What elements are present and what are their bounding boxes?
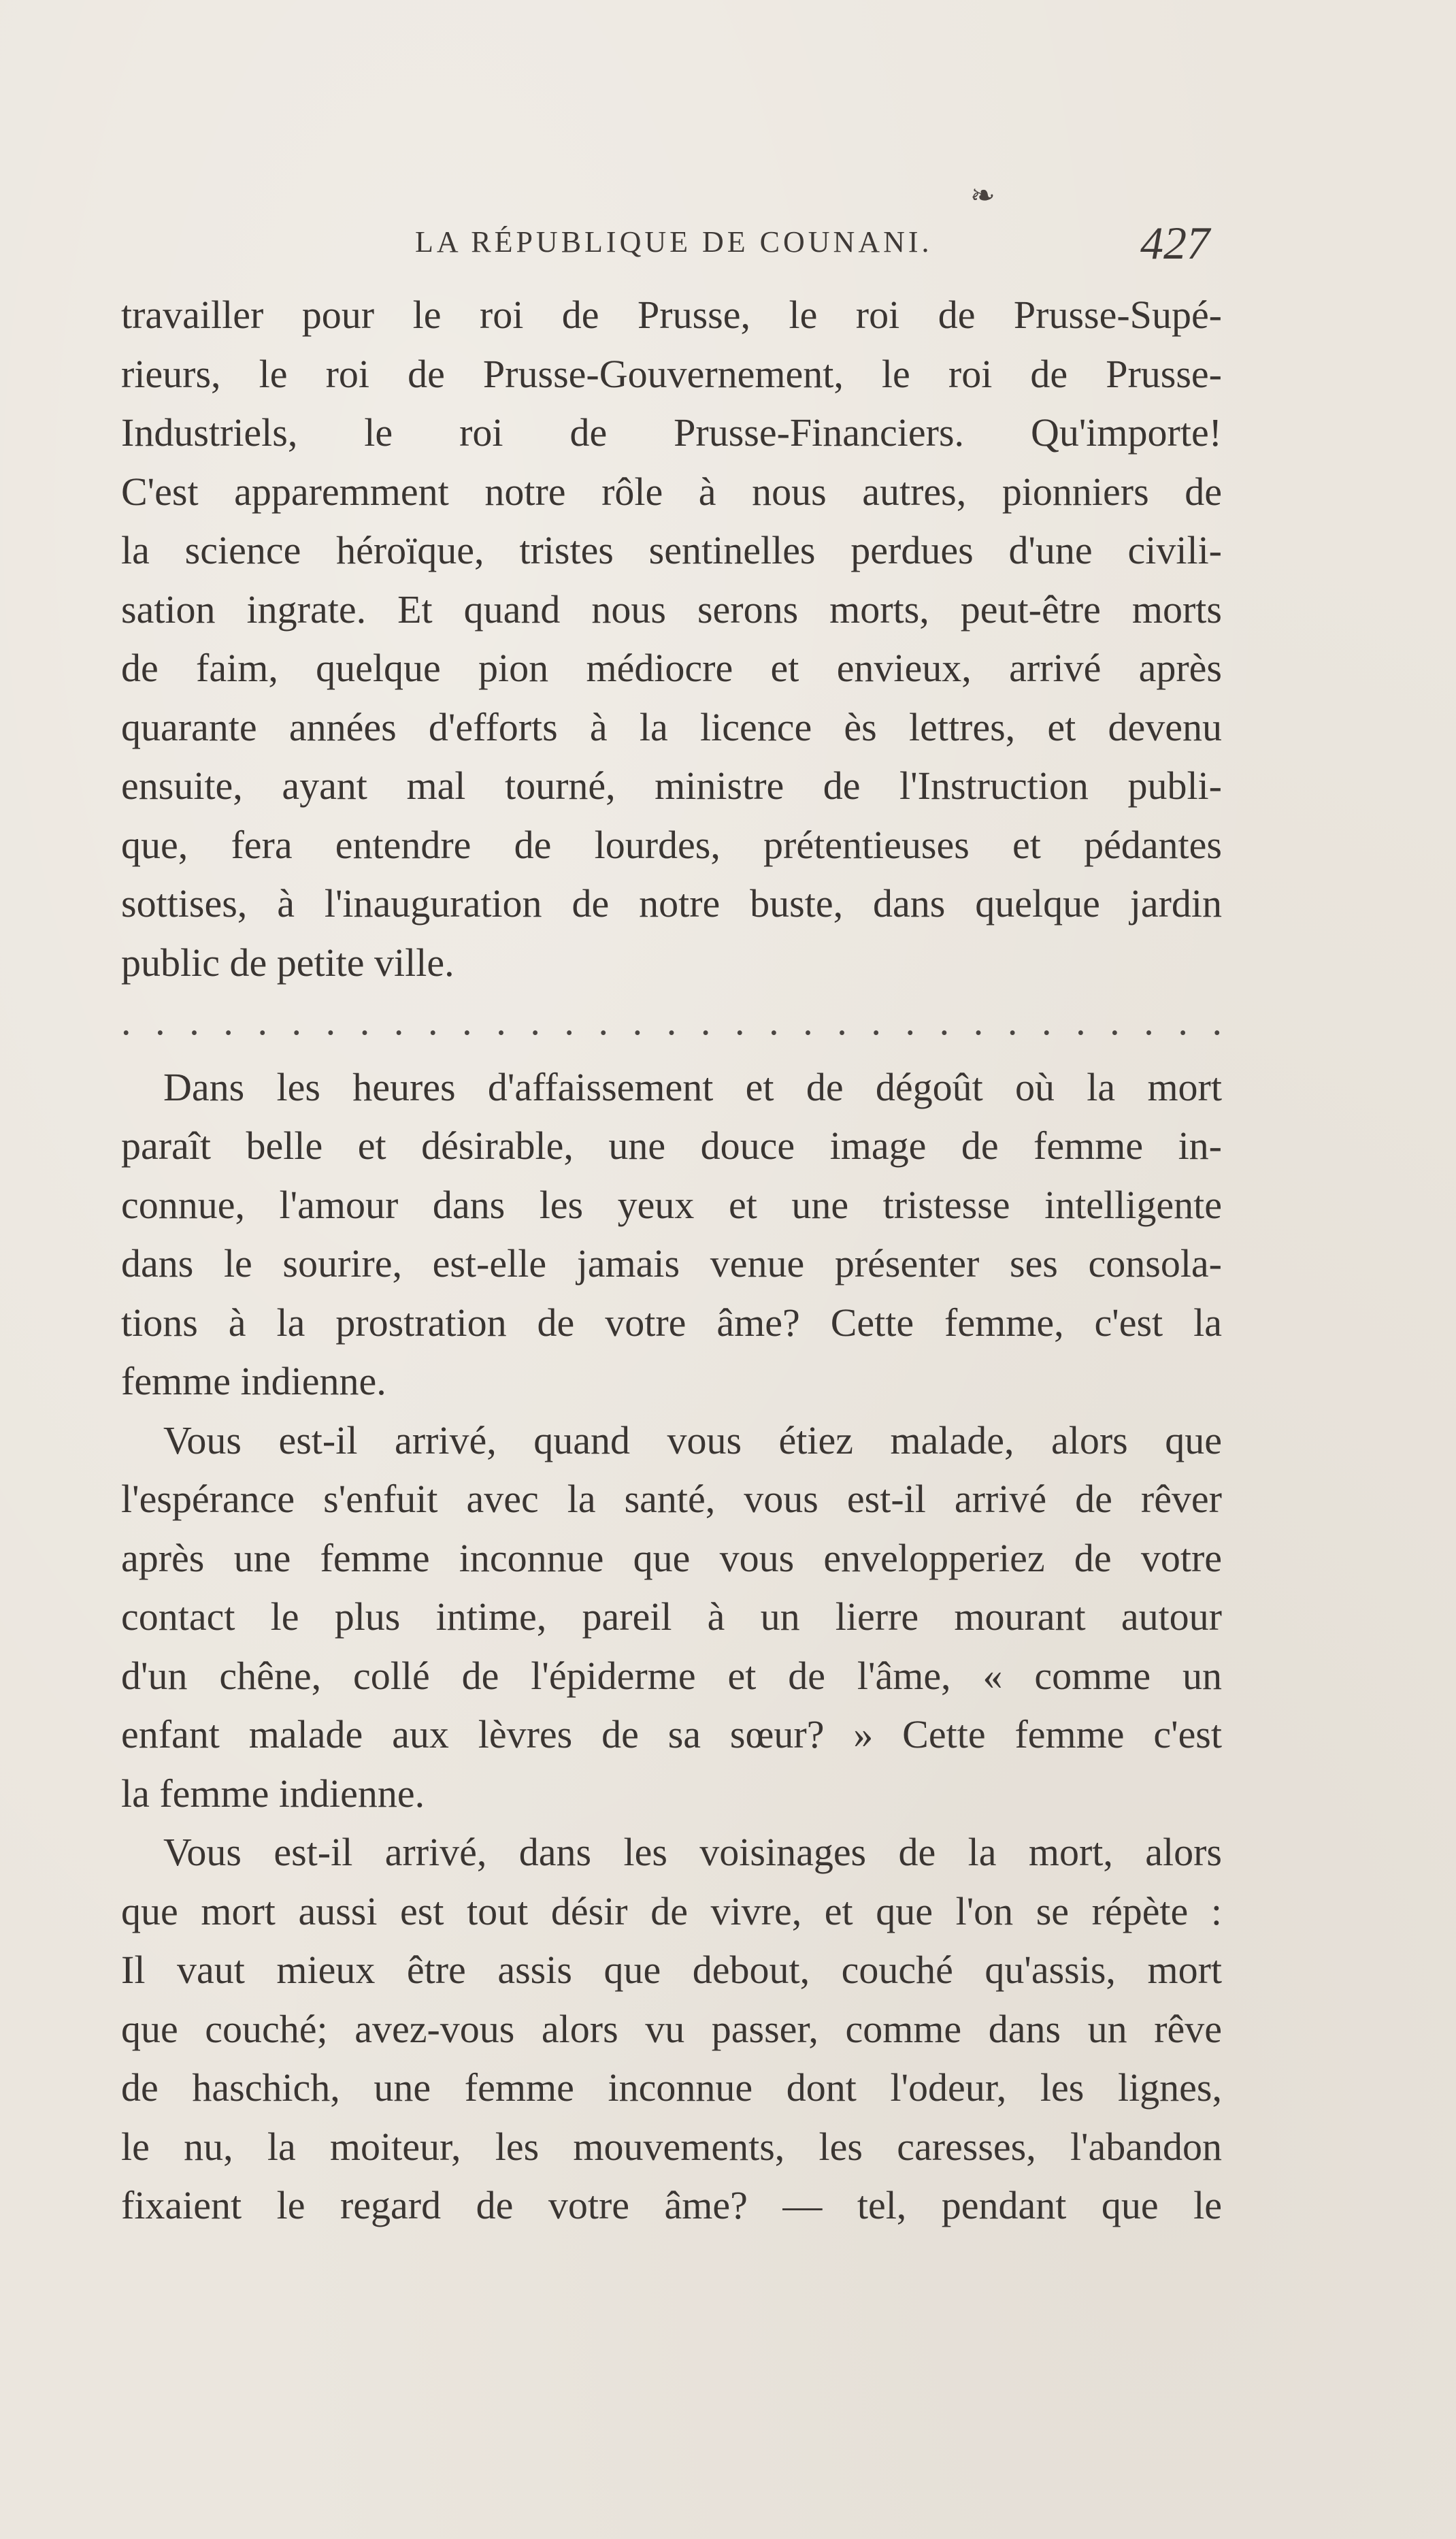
text-line: connue, l'amour dans les yeux et une tristesse intelligente [121,1182,1222,1227]
fleuron-ornament: ❧ [970,179,995,212]
text-line: Vous est-il arrivé, quand vous étiez malade, alors que [163,1418,1222,1462]
text-line: ensuite, ayant mal tourné, ministre de l'Instruction publi- [121,764,1222,808]
text-line: la femme indienne. [121,1771,425,1816]
text-line: travailler pour le roi de Prusse, le roi de Prusse-Supé- [121,293,1222,337]
text-line: l'espérance s'enfuit avec la santé, vous est-il arrivé de rêver [121,1477,1222,1521]
text-line: de haschich, une femme inconnue dont l'odeur, les lignes, [121,2065,1222,2110]
page-number: 427 [1140,217,1210,269]
text-line: le nu, la moiteur, les mouvements, les caresses, l'abandon [121,2124,1222,2169]
text-line: d'un chêne, collé de l'épiderme et de l'âme, « comme un [121,1653,1222,1698]
text-line: que mort aussi est tout désir de vivre, et que l'on se répète : [121,1888,1222,1933]
text-line: de faim, quelque pion médiocre et envieux, arrivé après [121,646,1222,690]
text-line: contact le plus intime, pareil à un lierre mourant autour [121,1594,1222,1639]
text-line: Dans les heures d'affaissement et de dégoût où la mort [163,1064,1222,1109]
ellipsis-separator: . . . . . . . . . . . . . . . . . . . . . . . . . . . . . . . . . [121,999,1222,1043]
text-line: que, fera entendre de lourdes, prétentieuses et pédantes [121,822,1222,867]
text-line: que couché; avez-vous alors vu passer, comme dans un rêve [121,2006,1222,2051]
running-head: LA RÉPUBLIQUE DE COUNANI. [415,225,933,259]
text-line: la science héroïque, tristes sentinelles perdues d'une civili- [121,528,1222,572]
text-line: sation ingrate. Et quand nous serons morts, peut-être morts [121,587,1222,632]
text-line: tions à la prostration de votre âme? Cette femme, c'est la [121,1300,1222,1345]
text-line: quarante années d'efforts à la licence ès lettres, et devenu [121,704,1222,749]
text-line: rieurs, le roi de Prusse-Gouvernement, le roi de Prusse- [121,351,1222,396]
text-line: Vous est-il arrivé, dans les voisinages de la mort, alors [163,1830,1222,1874]
text-line: fixaient le regard de votre âme? — tel, pendant que le [121,2183,1222,2227]
text-line: dans le sourire, est-elle jamais venue présenter ses consola- [121,1241,1222,1285]
text-line: femme indienne. [121,1359,386,1403]
page-header [121,216,1210,271]
text-line: Il vaut mieux être assis que debout, couché qu'assis, mort [121,1948,1222,1992]
text-line: C'est apparemment notre rôle à nous autres, pionniers de [121,469,1222,514]
text-line: après une femme inconnue que vous envelopperiez de votre [121,1535,1222,1580]
text-line: Industriels, le roi de Prusse-Financiers. Qu'importe! [121,410,1222,455]
text-line: enfant malade aux lèvres de sa sœur? » Cette femme c'est [121,1712,1222,1756]
text-line: public de petite ville. [121,940,454,985]
text-line: paraît belle et désirable, une douce image de femme in- [121,1124,1222,1168]
body-text [121,286,1222,2235]
text-line: sottises, à l'inauguration de notre buste, dans quelque jardin [121,881,1222,925]
